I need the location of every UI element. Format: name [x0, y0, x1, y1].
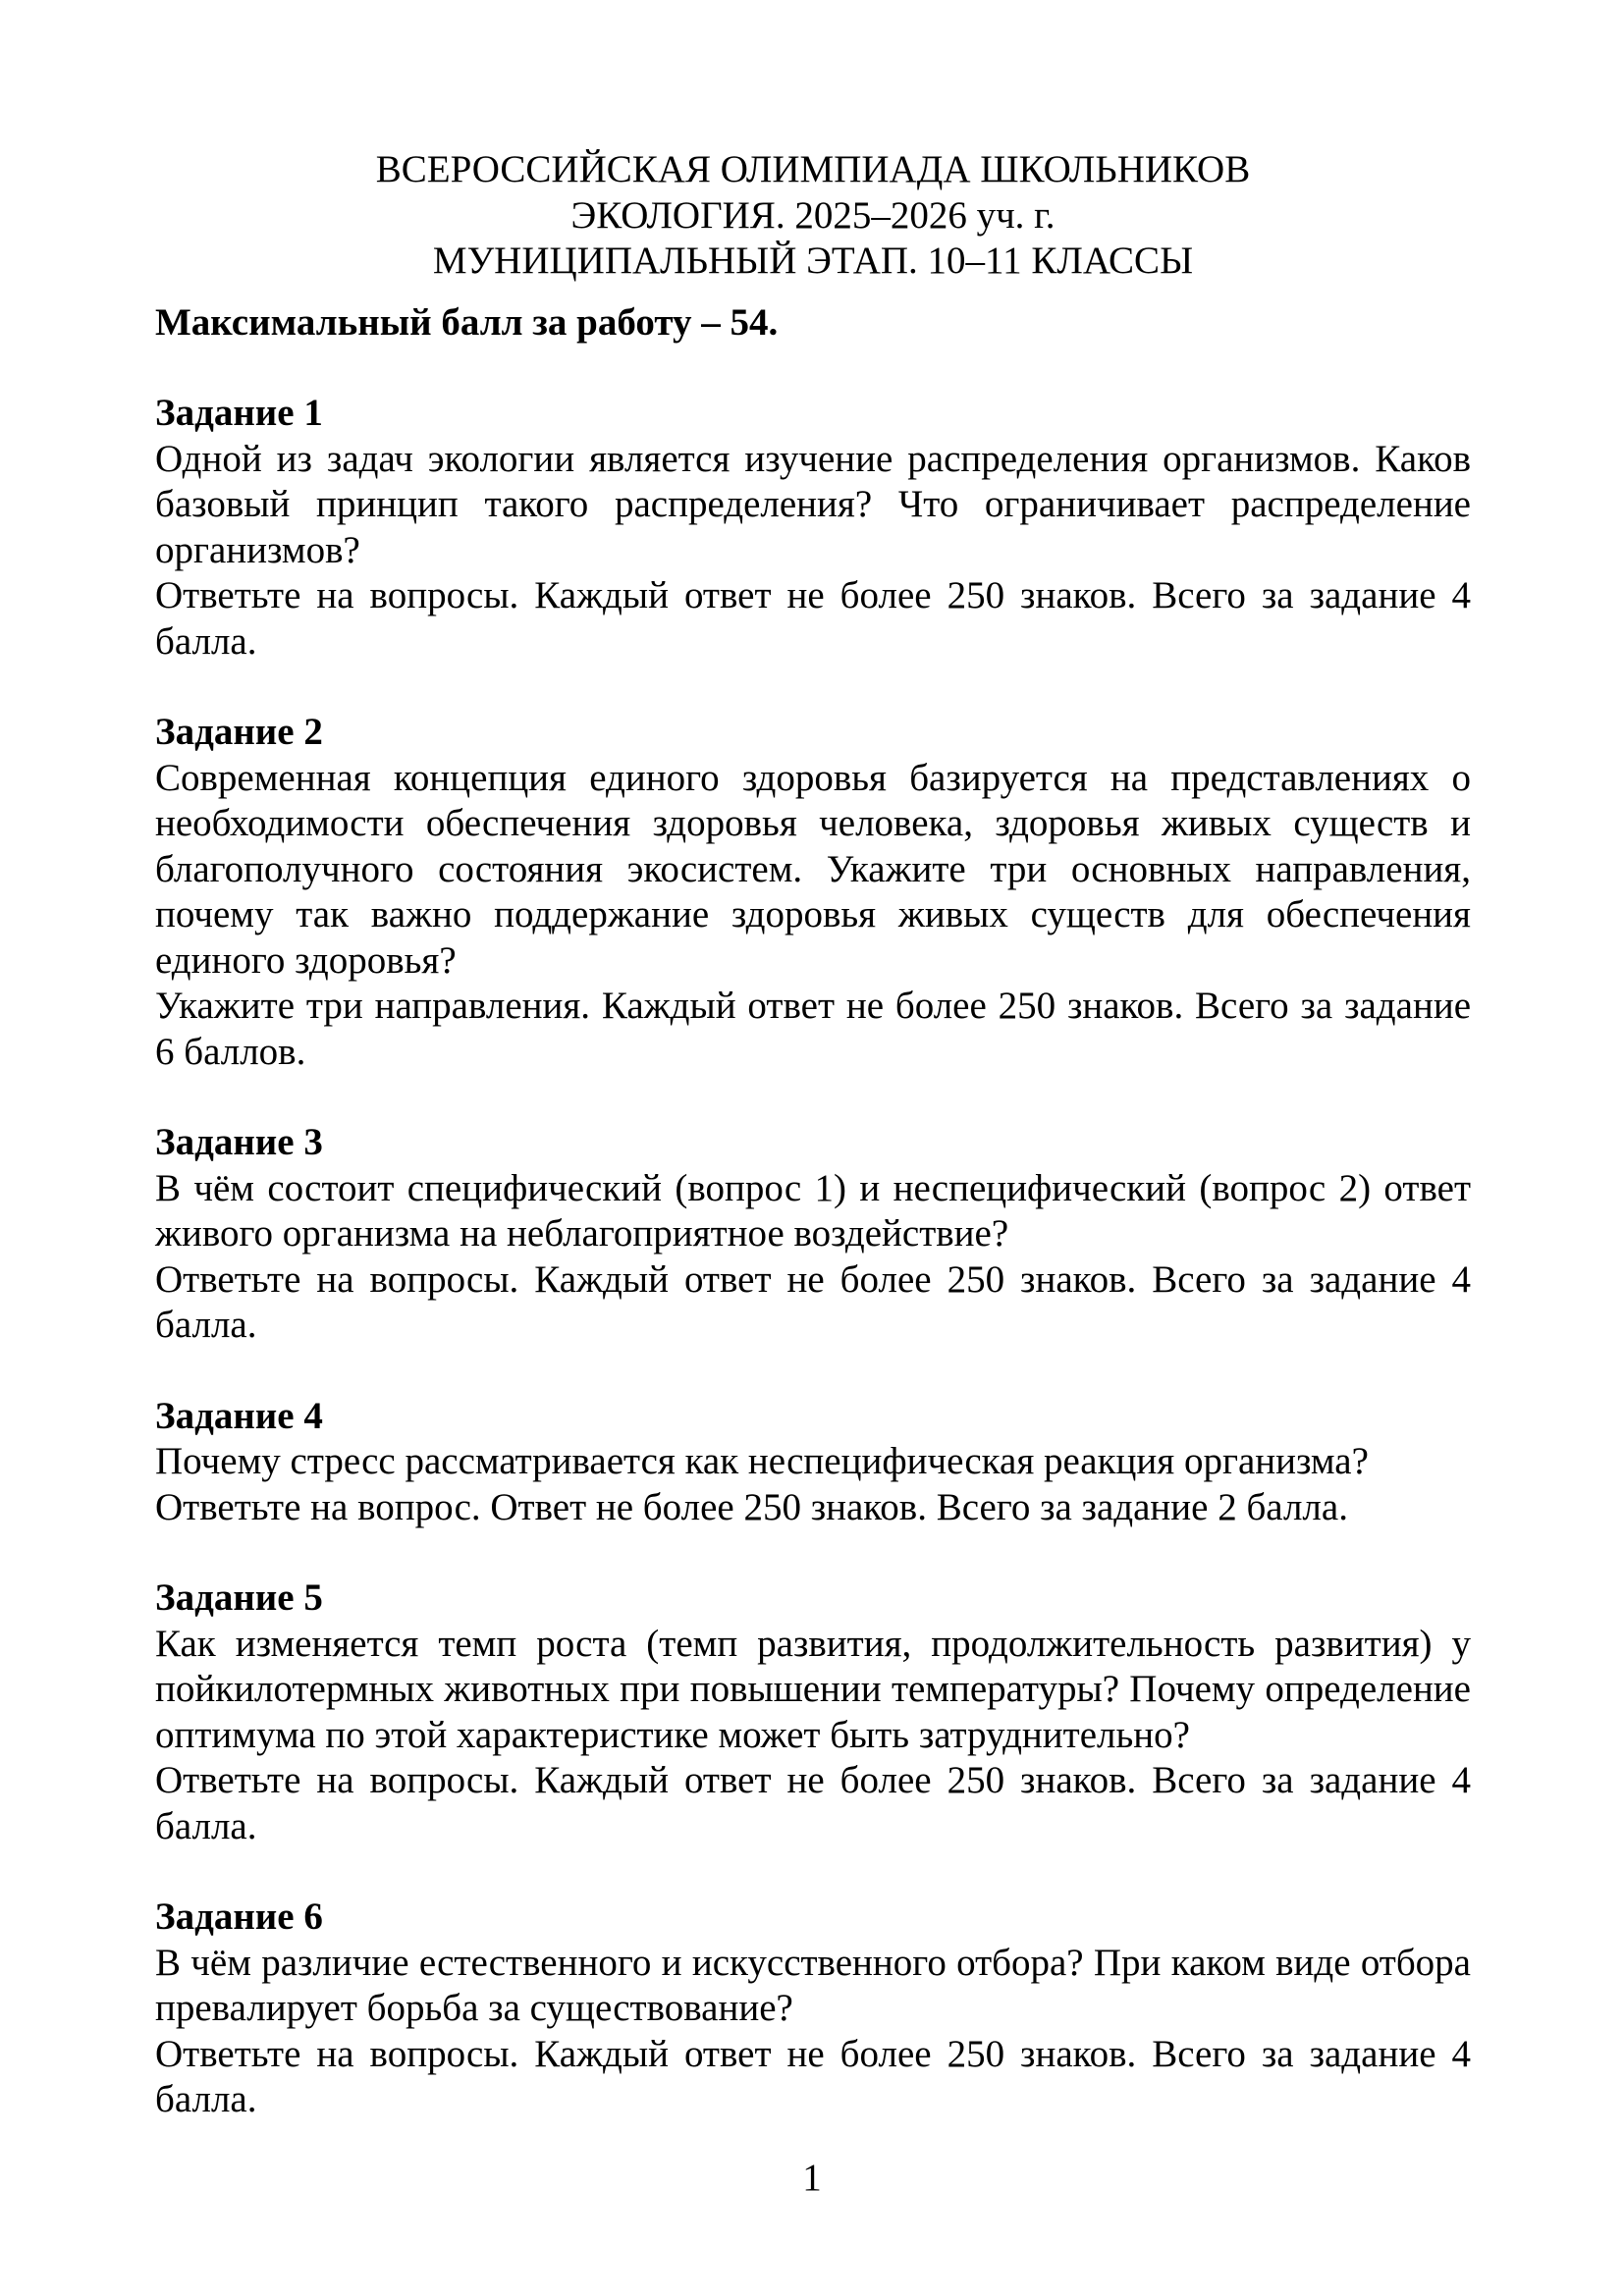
page-number: 1	[802, 2157, 822, 2199]
task-6-title: Задание 6	[155, 1896, 323, 1938]
task-3-instruction: Ответьте на вопросы. Каждый ответ не более 250 знаков. Всего за задание 4 балла.	[155, 1257, 1471, 1346]
task-4-body: Почему стресс рассматривается как неспецифическая реакция организма?	[155, 1440, 1369, 1482]
max-score-line: Максимальный балл за работу – 54.	[155, 300, 779, 344]
task-4-instruction: Ответьте на вопрос. Ответ не более 250 знаков. Всего за задание 2 балла.	[155, 1485, 1348, 1528]
task-1-body: Одной из задач экологии является изучение распределения организмов. Каков базовый принцип такого распределения? Что ограничивает распределение организмов?	[155, 437, 1471, 571]
task-3-title: Задание 3	[155, 1121, 323, 1163]
task-6-instruction: Ответьте на вопросы. Каждый ответ не более 250 знаков. Всего за задание 4 балла.	[155, 2032, 1471, 2120]
task-2-instruction: Укажите три направления. Каждый ответ не более 250 знаков. Всего за задание 6 баллов.	[155, 985, 1471, 1073]
task-6	[155, 1895, 1471, 2123]
task-4	[155, 1394, 1471, 1531]
task-1	[155, 391, 1471, 665]
header-stage-grades: МУНИЦИПАЛЬНЫЙ ЭТАП. 10–11 КЛАССЫ	[432, 240, 1194, 282]
task-3-body: В чём состоит специфический (вопрос 1) и неспецифический (вопрос 2) ответ живого организма на неблагоприятное воздействие?	[155, 1166, 1471, 1255]
document-content	[155, 147, 1471, 2123]
header-olympiad-title: ВСЕРОССИЙСКАЯ ОЛИМПИАДА ШКОЛЬНИКОВ	[375, 148, 1251, 190]
task-2-body: Современная концепция единого здоровья базируется на представлениях о необходимости обеспечения здоровья человека, здоровья живых существ и благополучного состояния экосистем. Укажите три основных направления, почему так важно поддержание здоровья живых существ для обеспечения единого здоровья?	[155, 756, 1471, 982]
task-1-title: Задание 1	[155, 392, 323, 434]
task-5-title: Задание 5	[155, 1576, 323, 1619]
task-5-body: Как изменяется темп роста (темп развития, продолжительность развития) у пойкилотермных животных при повышении температуры? Почему определение оптимума по этой характеристике может быть затруднительно?	[155, 1622, 1471, 1756]
task-6-body: В чём различие естественного и искусственного отбора? При каком виде отбора превалирует борьба за существование?	[155, 1941, 1471, 2029]
task-2	[155, 710, 1471, 1075]
task-1-instruction: Ответьте на вопросы. Каждый ответ не более 250 знаков. Всего за задание 4 балла.	[155, 574, 1471, 663]
document-header	[155, 147, 1471, 285]
task-3	[155, 1120, 1471, 1349]
task-4-title: Задание 4	[155, 1394, 323, 1437]
task-2-title: Задание 2	[155, 711, 323, 753]
task-5-instruction: Ответьте на вопросы. Каждый ответ не более 250 знаков. Всего за задание 4 балла.	[155, 1759, 1471, 1847]
task-5	[155, 1575, 1471, 1849]
header-subject-year: ЭКОЛОГИЯ. 2025–2026 уч. г.	[570, 193, 1056, 237]
